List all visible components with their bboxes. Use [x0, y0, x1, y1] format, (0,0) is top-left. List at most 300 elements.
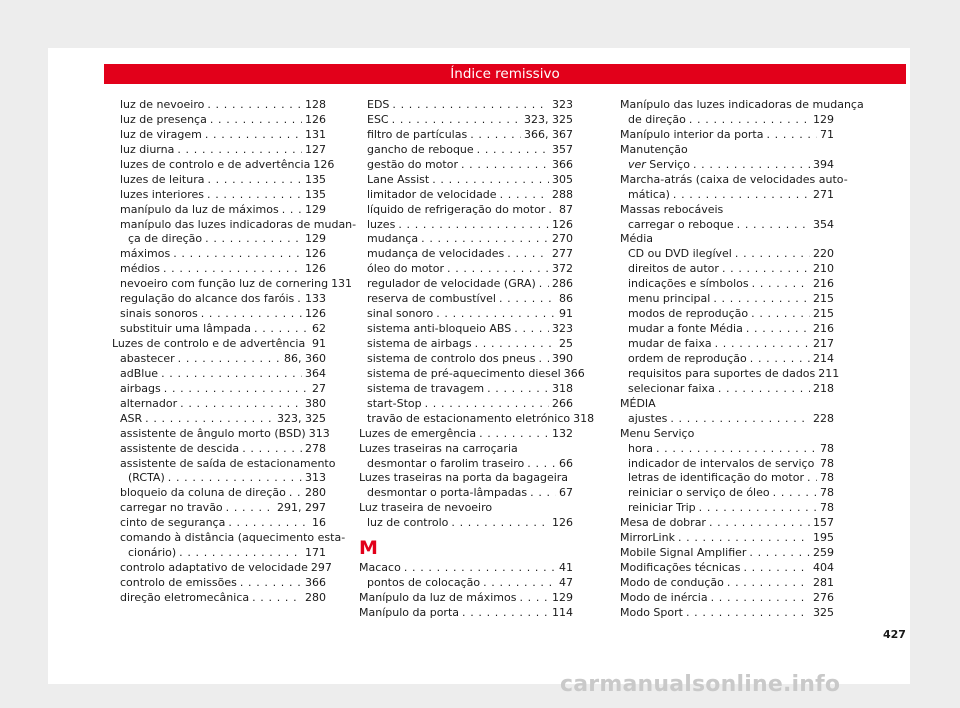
entry-label: mudar a fonte Média — [628, 322, 743, 336]
index-entry — [359, 561, 573, 576]
entry-page-ref[interactable]: 126 — [552, 516, 573, 530]
index-subentry — [112, 561, 332, 576]
index-subentry — [359, 188, 573, 203]
entry-label: luzes de leitura — [120, 172, 205, 186]
entry-page-ref[interactable]: 357 — [552, 142, 573, 156]
dot-leader — [204, 188, 302, 203]
index-subentry — [112, 143, 326, 158]
entry-page-ref[interactable]: 127 — [305, 142, 326, 156]
entry-page-ref[interactable]: 216 — [813, 277, 834, 291]
dot-leader — [251, 322, 309, 337]
entry-page-ref[interactable]: 67 — [559, 486, 573, 500]
index-subentry — [359, 113, 573, 128]
entry-page-ref[interactable]: 372 — [552, 262, 573, 276]
index-subentry — [112, 412, 326, 427]
entry-page-ref[interactable]: 323, 325 — [277, 411, 326, 425]
dot-leader — [497, 188, 549, 203]
index-subentry — [359, 382, 573, 397]
entry-label: bloqueio da coluna de direção — [120, 486, 286, 500]
dot-leader — [176, 546, 302, 561]
index-subentry — [112, 382, 326, 397]
entry-page-ref[interactable]: 66 — [559, 456, 573, 470]
index-subentry — [112, 292, 326, 307]
index-entry — [112, 337, 326, 352]
entry-label: controlo de emissões — [120, 576, 237, 589]
entry-page-ref[interactable]: 270 — [552, 232, 573, 246]
entry-label: EDS — [367, 98, 390, 111]
entry-label: luz de viragem — [120, 127, 202, 141]
dot-leader — [472, 337, 556, 352]
index-subentry — [112, 188, 326, 203]
index-subentry — [112, 456, 336, 472]
index-subentry — [620, 486, 834, 501]
entry-page-ref[interactable]: 215 — [813, 307, 834, 321]
entry-page-ref[interactable]: 318 — [552, 381, 573, 395]
entry-label: pontos de colocação — [367, 576, 481, 590]
dot-leader — [706, 516, 810, 531]
entry-label: luz de nevoeiro — [120, 98, 205, 111]
index-subentry — [620, 247, 834, 262]
dot-leader — [202, 232, 302, 247]
entry-page-ref[interactable]: 218 — [813, 381, 834, 395]
dot-leader — [207, 113, 302, 128]
index-subentry — [620, 442, 834, 457]
entry-page-ref[interactable]: 129 — [813, 112, 834, 126]
entry-label: sinal sonoro — [367, 307, 434, 321]
entry-page-ref[interactable]: 211 — [818, 366, 840, 380]
index-column-2 — [359, 98, 595, 621]
index-subentry — [620, 352, 834, 367]
index-subentry — [112, 247, 326, 262]
index-page — [48, 48, 910, 684]
entry-page-ref[interactable]: 354 — [813, 217, 834, 231]
entry-label: gancho de reboque — [367, 142, 474, 156]
index-column-1 — [112, 98, 357, 606]
index-subentry — [620, 188, 834, 203]
index-subentry — [112, 232, 326, 247]
entry-page-ref[interactable]: 366, 367 — [524, 127, 573, 141]
dot-leader — [170, 247, 302, 262]
entry-page-ref[interactable]: 281 — [813, 576, 834, 589]
dot-leader — [484, 382, 549, 397]
entry-page-ref[interactable]: 126 — [305, 262, 326, 276]
entry-page-ref[interactable]: 27 — [312, 381, 326, 395]
entry-page-ref[interactable]: 280 — [305, 590, 326, 604]
index-entry — [620, 546, 834, 561]
entry-page-ref[interactable]: 78 — [820, 471, 834, 485]
entry-label: assistente de ângulo morto (BSD) — [120, 426, 306, 440]
index-subentry — [359, 307, 573, 322]
entry-label: travão de estacionamento eletrónico — [367, 411, 571, 425]
entry-page-ref[interactable]: 62 — [312, 322, 326, 336]
entry-page-ref[interactable]: 91 — [312, 337, 326, 350]
entry-page-ref[interactable]: 216 — [813, 322, 834, 336]
entry-page-ref[interactable]: 214 — [813, 351, 834, 365]
index-entry — [620, 591, 834, 606]
index-entry — [359, 606, 573, 621]
index-subentry — [112, 531, 346, 546]
entry-page-ref[interactable]: 41 — [559, 561, 573, 575]
entry-label: Luzes de emergência — [359, 426, 477, 440]
dot-leader — [476, 427, 549, 442]
entry-label: controlo adaptativo de velocidade — [120, 561, 308, 575]
index-subentry — [112, 591, 326, 606]
dot-leader — [747, 352, 810, 367]
dot-leader — [418, 232, 549, 247]
index-subentry — [620, 262, 834, 277]
entry-label: limitador de velocidade — [367, 187, 497, 201]
entry-page-ref[interactable]: 195 — [813, 531, 834, 545]
entry-page-ref[interactable]: 86, 360 — [284, 351, 326, 365]
entry-label: Menu Serviço — [620, 426, 695, 440]
index-subentry — [359, 516, 573, 531]
index-subentry — [359, 173, 573, 188]
entry-label: menu principal — [628, 292, 711, 306]
entry-page-ref[interactable]: 78 — [820, 486, 834, 500]
dot-leader — [732, 247, 810, 262]
dot-leader — [474, 143, 549, 158]
index-subentry — [112, 157, 335, 173]
dot-leader — [175, 352, 281, 367]
entry-label: airbags — [120, 381, 161, 395]
entry-label: regulador de velocidade (GRA) — [367, 277, 536, 291]
entry-page-ref[interactable]: 366 — [563, 366, 585, 380]
entry-page-ref[interactable]: 228 — [813, 411, 834, 425]
index-subentry — [112, 307, 326, 322]
entry-label: (RCTA) — [128, 471, 165, 485]
entry-page-ref[interactable]: 220 — [813, 247, 834, 261]
entry-page-ref[interactable]: 71 — [820, 127, 834, 141]
entry-label: máximos — [120, 247, 171, 261]
index-subentry — [620, 457, 834, 472]
entry-page-ref[interactable]: 25 — [559, 337, 573, 350]
entry-label: luzes de controlo e de advertência — [120, 157, 311, 171]
entry-page-ref[interactable]: 266 — [552, 396, 573, 410]
entry-page-ref[interactable]: 364 — [305, 366, 326, 380]
entry-page-ref[interactable]: 114 — [552, 606, 573, 619]
entry-label: indicações e símbolos — [628, 277, 749, 291]
section-letter: M — [359, 537, 378, 560]
entry-page-ref[interactable]: 78 — [820, 456, 834, 470]
dot-leader — [740, 561, 810, 576]
entry-label: comando à distância (aquecimento esta- — [120, 531, 346, 545]
index-subentry — [359, 262, 573, 277]
entry-label: Manípulo da luz de máximos — [359, 591, 517, 605]
index-subentry — [112, 442, 326, 457]
entry-label: substituir uma lâmpada — [120, 322, 252, 336]
entry-label: sinais sonoros — [120, 307, 198, 321]
entry-page-ref[interactable]: 305 — [552, 172, 573, 186]
index-subentry — [620, 366, 840, 382]
index-subentry — [359, 397, 573, 412]
entry-label: ESC — [367, 112, 389, 126]
index-entry — [620, 172, 848, 188]
dot-leader — [158, 367, 302, 382]
entry-label: mudança de velocidades — [367, 247, 505, 261]
entry-label: Marcha-atrás (caixa de velocidades auto- — [620, 172, 848, 186]
index-subentry — [112, 203, 326, 218]
entry-page-ref[interactable]: 276 — [813, 590, 834, 604]
entry-label: hora — [628, 441, 653, 455]
entry-page-ref[interactable]: 286 — [552, 277, 573, 291]
entry-label: Luzes de controlo e de advertência — [112, 337, 306, 350]
dot-leader — [389, 113, 521, 128]
entry-label: mudança — [367, 232, 419, 246]
entry-label: Luzes traseiras na carroçaria — [359, 441, 518, 455]
index-subentry — [620, 158, 834, 173]
entry-label: gestão do motor — [367, 157, 458, 171]
index-entry — [620, 606, 834, 621]
entry-page-ref[interactable]: 91 — [559, 307, 573, 321]
entry-label: reiniciar Trip — [628, 501, 696, 515]
entry-page-ref[interactable]: 157 — [813, 516, 834, 530]
dot-leader — [223, 501, 274, 516]
entry-page-ref[interactable]: 210 — [813, 262, 834, 276]
index-subentry — [112, 486, 326, 501]
entry-label: líquido de refrigeração do motor — [367, 202, 546, 216]
index-entry — [620, 427, 834, 442]
index-subentry — [112, 397, 326, 412]
entry-page-ref[interactable]: 323 — [552, 322, 573, 336]
index-subentry — [359, 457, 573, 472]
entry-page-ref[interactable]: 313 — [308, 426, 330, 440]
entry-label: luz diurna — [120, 142, 175, 156]
entry-page-ref[interactable]: 78 — [820, 501, 834, 515]
dot-leader — [748, 307, 810, 322]
entry-label: Média — [620, 232, 654, 246]
entry-label: mática) — [628, 187, 670, 201]
entry-label: filtro de partículas — [367, 127, 468, 141]
index-subentry — [620, 113, 834, 128]
index-subentry — [112, 471, 326, 486]
entry-label: carregar o reboque — [628, 217, 734, 231]
dot-leader — [653, 442, 817, 457]
entry-page-ref[interactable]: 291, 297 — [277, 501, 326, 515]
dot-leader — [734, 218, 810, 233]
entry-page-ref[interactable]: 271 — [813, 187, 834, 201]
index-subentry — [620, 471, 834, 486]
index-subentry — [112, 322, 326, 337]
entry-page-ref[interactable]: 126 — [305, 247, 326, 261]
index-subentry — [112, 128, 326, 143]
entry-page-ref[interactable]: 129 — [305, 232, 326, 246]
entry-label: sistema anti-bloqueio ABS — [367, 322, 512, 336]
entry-label: letras de identificação do motor — [628, 471, 804, 485]
dot-leader — [165, 471, 302, 486]
entry-page-ref[interactable]: 288 — [552, 187, 573, 201]
entry-label: ça de direção — [128, 232, 203, 246]
index-entry — [359, 442, 573, 457]
index-entry — [620, 203, 834, 218]
entry-label: ordem de reprodução — [628, 351, 747, 365]
dot-leader — [389, 98, 549, 113]
index-subentry — [359, 98, 573, 113]
entry-label: Modificações técnicas — [620, 561, 741, 575]
index-subentry — [620, 322, 834, 337]
entry-page-ref[interactable]: 323, 325 — [524, 112, 573, 126]
entry-page-ref[interactable]: 278 — [305, 441, 326, 455]
entry-page-ref[interactable]: 87 — [559, 202, 573, 216]
index-entry — [359, 427, 573, 442]
entry-label: ver Serviço — [628, 157, 690, 171]
index-entry — [620, 531, 834, 546]
entry-label: CD ou DVD ilegível — [628, 247, 732, 261]
dot-leader — [536, 277, 549, 292]
dot-leader — [422, 397, 549, 412]
entry-page-ref[interactable]: 217 — [813, 337, 834, 350]
dot-leader — [696, 501, 817, 516]
entry-label: Modo de condução — [620, 576, 724, 589]
dot-leader — [667, 412, 810, 427]
entry-page-ref[interactable]: 131 — [305, 127, 326, 141]
entry-label: cinto de segurança — [120, 516, 226, 530]
entry-page-ref[interactable]: 394 — [813, 157, 834, 171]
index-subentry — [359, 218, 573, 233]
entry-label: indicador de intervalos de serviço — [628, 456, 815, 470]
index-subentry — [620, 218, 834, 233]
entry-page-ref[interactable]: 366 — [305, 576, 326, 589]
index-entry — [620, 576, 834, 591]
dot-leader — [804, 471, 817, 486]
dot-leader — [724, 576, 810, 591]
entry-page-ref[interactable]: 323 — [552, 98, 573, 111]
entry-page-ref[interactable]: 129 — [552, 591, 573, 605]
index-entry — [620, 561, 834, 576]
entry-page-ref[interactable]: 78 — [820, 441, 834, 455]
entry-page-ref[interactable]: 126 — [552, 217, 573, 231]
entry-page-ref[interactable]: 128 — [305, 98, 326, 111]
entry-page-ref[interactable]: 135 — [305, 187, 326, 201]
entry-label: médios — [120, 262, 160, 276]
entry-page-ref[interactable]: 390 — [552, 351, 573, 365]
index-subentry — [112, 426, 330, 442]
entry-label: direção eletromecânica — [120, 590, 250, 604]
entry-label: alternador — [120, 396, 178, 410]
index-subentry — [620, 292, 834, 307]
entry-page-ref[interactable]: 325 — [813, 605, 834, 619]
entry-page-ref[interactable]: 126 — [305, 112, 326, 126]
entry-page-ref[interactable]: 132 — [552, 426, 573, 440]
index-subentry — [620, 277, 834, 292]
entry-page-ref[interactable]: 313 — [305, 471, 326, 485]
dot-leader — [715, 382, 810, 397]
entry-page-ref[interactable]: 380 — [305, 396, 326, 410]
entry-page-ref[interactable]: 318 — [573, 411, 595, 425]
entry-page-ref[interactable]: 259 — [813, 546, 834, 560]
entry-page-ref[interactable]: 366 — [552, 157, 573, 171]
dot-leader — [545, 203, 556, 218]
entry-page-ref[interactable]: 215 — [813, 292, 834, 306]
entry-label: luzes interiores — [120, 187, 204, 201]
entry-label: MirrorLink — [620, 531, 675, 545]
entry-page-ref[interactable]: 126 — [305, 307, 326, 321]
dot-leader — [743, 322, 810, 337]
dot-leader — [675, 531, 810, 546]
entry-label: óleo do motor — [367, 262, 444, 276]
entry-label: ASR — [120, 411, 143, 425]
dot-leader — [174, 143, 302, 158]
entry-page-ref[interactable]: 171 — [305, 546, 326, 560]
entry-page-ref[interactable]: 280 — [305, 486, 326, 500]
index-subentry — [112, 113, 326, 128]
dot-leader — [480, 576, 556, 591]
entry-label: selecionar faixa — [628, 381, 715, 395]
dot-leader — [763, 128, 817, 143]
entry-label: Modo Sport — [620, 605, 683, 619]
index-subentry — [620, 412, 834, 427]
entry-label: Lane Assist — [367, 172, 430, 186]
index-subentry — [112, 217, 357, 233]
dot-leader — [204, 173, 302, 188]
entry-page-ref[interactable]: 404 — [813, 561, 834, 575]
index-subentry — [359, 337, 573, 352]
index-entry — [620, 397, 834, 412]
dot-leader — [433, 307, 556, 322]
dot-leader — [444, 262, 549, 277]
dot-leader — [719, 262, 810, 277]
entry-label: desmontar o farolim traseiro — [367, 456, 525, 470]
entry-label: desmontar o porta-lâmpadas — [367, 486, 528, 500]
index-subentry — [620, 337, 834, 352]
index-subentry — [359, 411, 595, 427]
index-subentry — [359, 366, 585, 382]
entry-label: Luzes traseiras na porta da bagageira — [359, 471, 569, 485]
entry-page-ref[interactable]: 126 — [313, 157, 335, 171]
entry-page-ref[interactable]: 133 — [305, 292, 326, 306]
dot-leader — [142, 412, 274, 427]
dot-leader — [504, 247, 549, 262]
index-subentry — [359, 128, 573, 143]
entry-page-ref[interactable]: 135 — [305, 172, 326, 186]
dot-leader — [395, 218, 549, 233]
entry-page-ref[interactable]: 47 — [559, 576, 573, 590]
index-subentry — [359, 232, 573, 247]
dot-leader — [249, 591, 302, 606]
entry-label: sistema de controlo dos pneus — [367, 351, 536, 365]
entry-label: sistema de airbags — [367, 337, 472, 350]
index-subentry — [112, 173, 326, 188]
index-subentry — [112, 516, 326, 531]
entry-label: manípulo da luz de máximos — [120, 202, 279, 216]
entry-label: Massas rebocáveis — [620, 202, 724, 216]
dot-leader — [467, 128, 521, 143]
index-subentry — [359, 322, 573, 337]
entry-label: Modo de inércia — [620, 590, 708, 604]
entry-page-ref[interactable]: 16 — [312, 516, 326, 530]
entry-label: Luz traseira de nevoeiro — [359, 501, 493, 515]
entry-page-ref[interactable]: 297 — [310, 561, 332, 575]
index-entry — [620, 98, 864, 113]
entry-page-ref[interactable]: 86 — [559, 292, 573, 306]
entry-page-ref[interactable]: 131 — [331, 277, 353, 291]
index-subentry — [620, 501, 834, 516]
dot-leader — [286, 486, 302, 501]
entry-label: direitos de autor — [628, 262, 719, 276]
dot-leader — [683, 606, 810, 621]
dot-leader — [239, 442, 302, 457]
dot-leader — [225, 516, 309, 531]
entry-label: luz de presença — [120, 112, 207, 126]
entry-page-ref[interactable]: 129 — [305, 202, 326, 216]
entry-page-ref[interactable]: 277 — [552, 247, 573, 261]
index-subentry — [359, 576, 573, 591]
index-subentry — [112, 277, 353, 292]
dot-leader — [770, 486, 817, 501]
index-subentry — [620, 382, 834, 397]
dot-leader — [712, 337, 810, 352]
dot-leader — [161, 382, 309, 397]
dot-leader — [204, 98, 302, 113]
